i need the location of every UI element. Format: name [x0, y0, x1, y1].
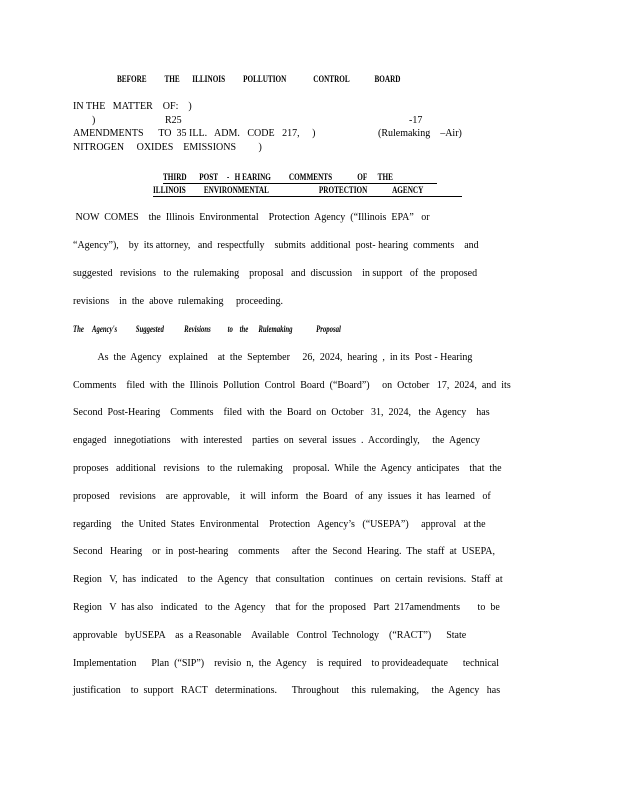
paragraph-2-line-12: Implementation Plan (“SIP”) revisio n, the Agency is required to provideadequate technical: [73, 658, 499, 669]
matter-paren: ): [92, 115, 96, 126]
docket-number-r25: R25: [165, 115, 182, 126]
nitrogen-oxides-line: NITROGEN OXIDES EMISSIONS ): [73, 142, 262, 153]
paragraph-2-line-6: proposed revisions are approvable, it will inform the Board of any issues it has learned of: [73, 491, 491, 502]
paragraph-2-line-8: Second Hearing or in post-hearing comments after the Second Hearing. The staff at USEPA,: [73, 546, 495, 557]
paragraph-1-line-3: suggested revisions to the rulemaking proposal and discussion in support of the proposed: [73, 268, 478, 279]
paragraph-1-line-4: revisions in the above rulemaking proceeding.: [73, 296, 283, 307]
board-caption: BEFORE THE ILLINOIS POLLUTION CONTROL BOARD: [117, 74, 401, 84]
paragraph-2-line-11: approvable byUSEPA as a Reasonable Available Control Technology (“RACT”) State: [73, 630, 467, 641]
paragraph-2-line-2: Comments filed with the Illinois Pollution Control Board (“Board”) on October 17, 2024, and its: [73, 380, 511, 391]
rulemaking-label: (Rulemaking –Air): [378, 128, 462, 139]
title-line-1: THIRD POST - H EARING COMMENTS OF THE: [163, 172, 393, 182]
paragraph-2-line-13: justification to support RACT determinations. Throughout this rulemaking, the Agency has: [73, 685, 501, 696]
paragraph-2-line-4: engaged innegotiations with interested parties on several issues . Accordingly, the Agency: [73, 435, 481, 446]
paragraph-2-line-3: Second Post-Hearing Comments filed with the Board on October 31, 2024, the Agency has: [73, 407, 490, 418]
paragraph-2-line-1: As the Agency explained at the September 26, 2024, hearing , in its Post - Hearing: [73, 352, 473, 363]
section-heading: The Agency's Suggested Revisions to the Rulemaking Proposal: [73, 324, 341, 334]
paragraph-2-line-10: Region V has also indicated to the Agency that for the proposed Part 217amendments to be: [73, 602, 500, 613]
matter-line: IN THE MATTER OF: ): [73, 101, 192, 112]
title-underline-1: [163, 183, 437, 184]
paragraph-2-line-7: regarding the United States Environmental Protection Agency’s (“USEPA”) approval at the: [73, 519, 486, 530]
amendments-line: AMENDMENTS TO 35 ILL. ADM. CODE 217, ): [73, 128, 316, 139]
title-underline-2: [153, 196, 462, 197]
paragraph-2-line-5: proposes additional revisions to the rulemaking proposal. While the Agency anticipates that the: [73, 463, 502, 474]
title-line-2: ILLINOIS ENVIRONMENTAL PROTECTION AGENCY: [153, 185, 424, 195]
docket-number-17: -17: [409, 115, 423, 126]
paragraph-2-line-9: Region V, has indicated to the Agency that consultation continues on certain revisions. Staff at: [73, 574, 503, 585]
paragraph-1-line-2: “Agency”), by its attorney, and respectfully submits additional post- hearing comments and: [73, 240, 479, 251]
paragraph-1-line-1: NOW COMES the Illinois Environmental Protection Agency (“Illinois EPA” or: [73, 212, 430, 223]
